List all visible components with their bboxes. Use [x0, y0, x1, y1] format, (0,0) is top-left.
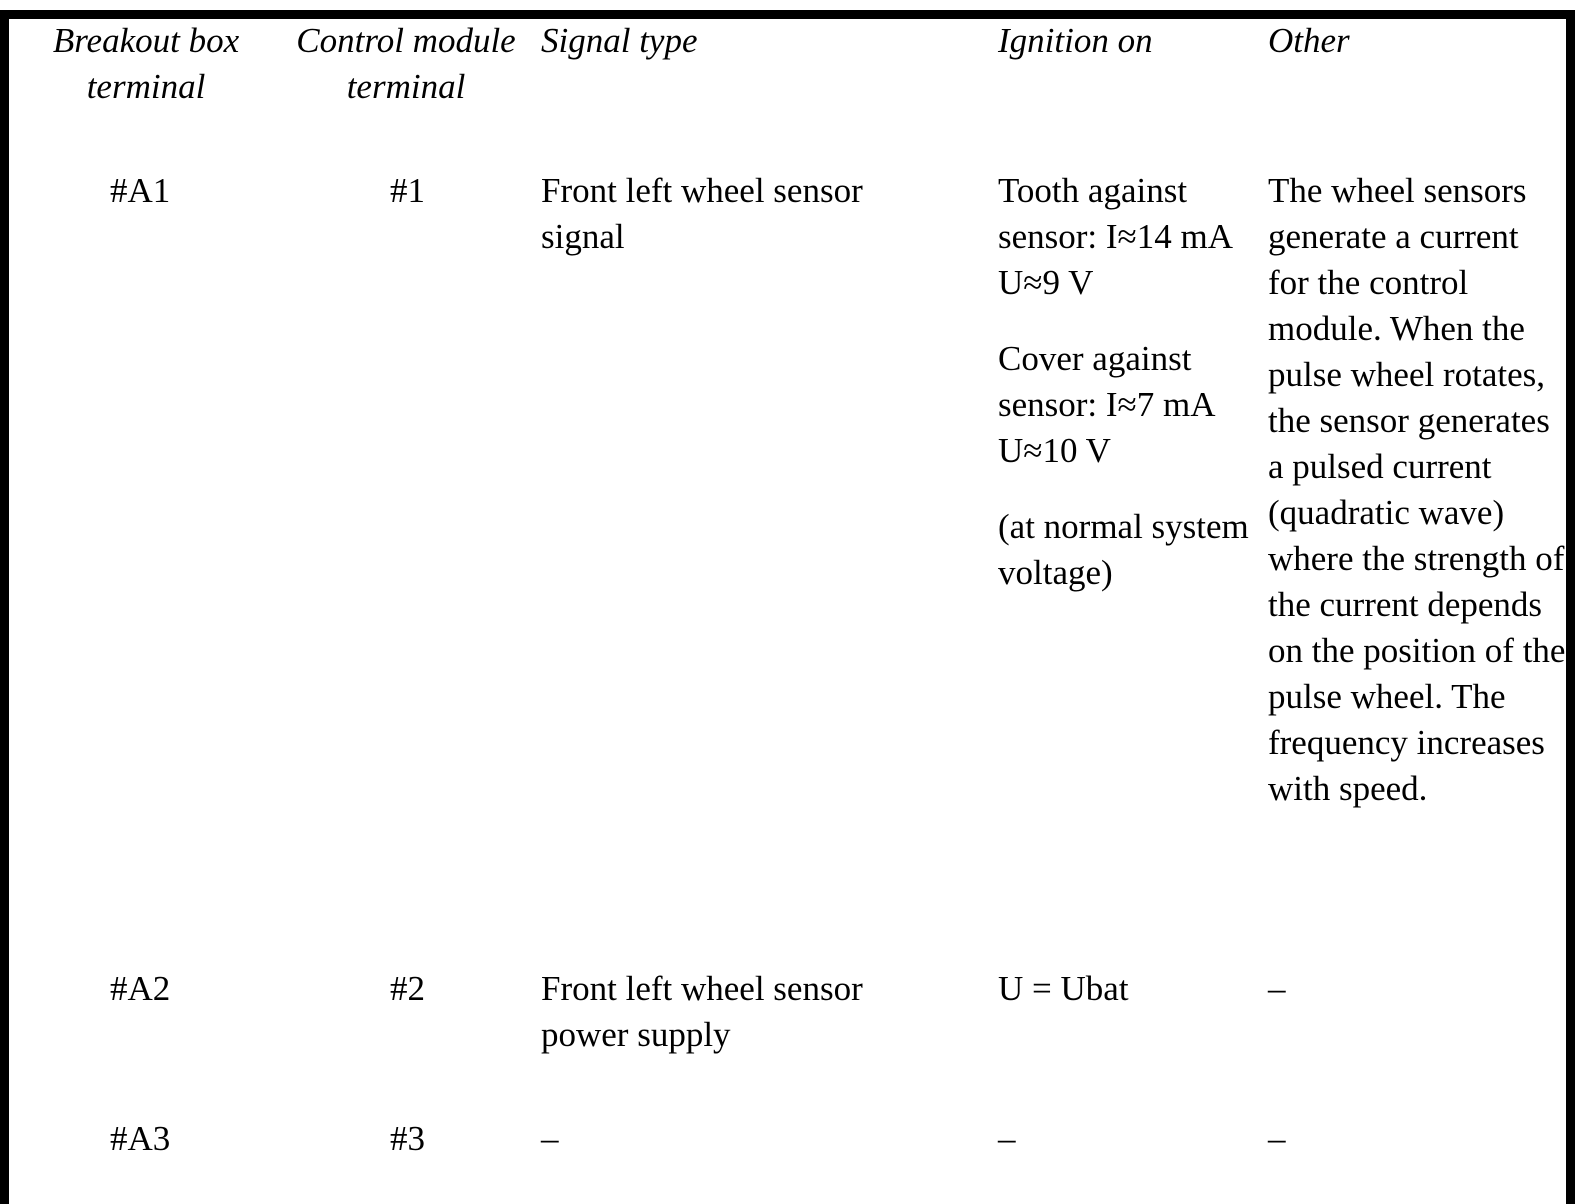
row-a3-control: #3	[390, 1119, 425, 1158]
header-ignition-on: Ignition on	[998, 21, 1153, 60]
row-a2-control: #2	[390, 969, 425, 1008]
row-a1-ignition	[998, 168, 1268, 596]
row-a1-ignition-cover: Cover against sensor: I≈7 mA U≈10 V	[998, 339, 1214, 470]
row-a3-signal: –	[541, 1119, 559, 1158]
row-a2-other: –	[1268, 969, 1286, 1008]
row-a1-other: The wheel sensors generate a current for the control module. When the pulse wheel rotates, the sensor generates a pulsed current (quadratic wave) where the strength of the current depends on the position of the pulse wheel. The frequency increases with speed.	[1268, 171, 1566, 808]
header-other: Other	[1268, 21, 1350, 60]
row-a3-breakout: #A3	[110, 1119, 171, 1158]
row-a1-ignition-note: (at normal system voltage)	[998, 507, 1249, 592]
header-breakout-box-terminal: Breakout box terminal	[52, 21, 240, 106]
row-a3-other: –	[1268, 1119, 1286, 1158]
row-a1-ignition-tooth: Tooth against sensor: I≈14 mA U≈9 V	[998, 171, 1232, 302]
row-a1-signal: Front left wheel sensor signal	[541, 171, 863, 256]
row-a2-signal: Front left wheel sensor power supply	[541, 969, 863, 1054]
row-a1-control: #1	[390, 171, 425, 210]
header-control-module-terminal: Control module terminal	[296, 21, 516, 106]
row-a3-ignition: –	[998, 1119, 1016, 1158]
row-a2-breakout: #A2	[110, 969, 171, 1008]
row-a2-ignition: U = Ubat	[998, 969, 1129, 1008]
row-a1-breakout: #A1	[110, 171, 171, 210]
header-signal-type: Signal type	[541, 21, 698, 60]
